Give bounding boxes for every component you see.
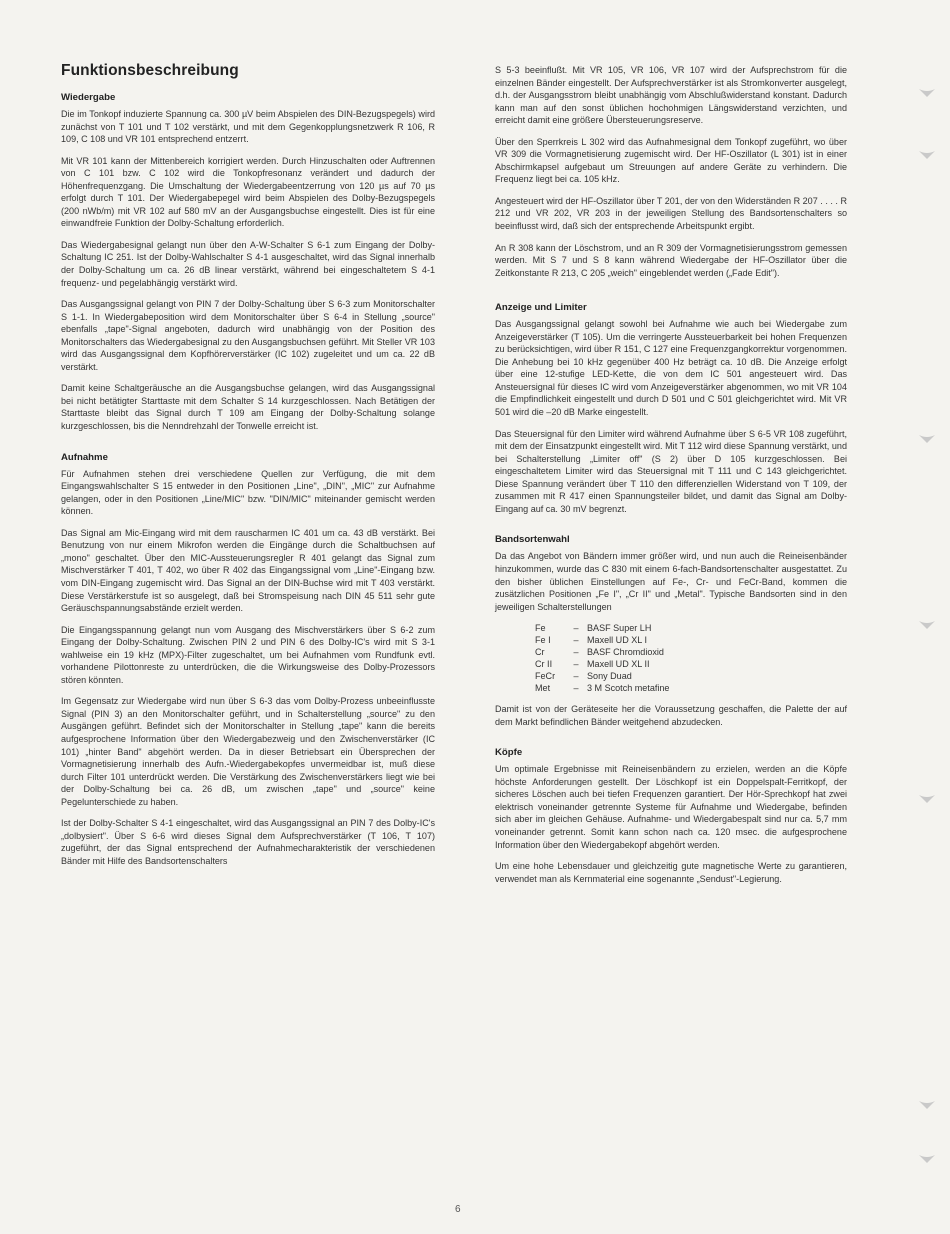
- paragraph: Das Ausgangssignal gelangt sowohl bei Aufnahme wie auch bei Wiedergabe zum Anzeigeverstärker (T 105). Um die verringerte Aussteuerbarkeit bei hohen Frequenzen zu berücksichtigen, wird über R 151, C 127 eine Frequenzgangkorrektur vorgenommen. Die Anhebung bei 10 kHz gegenüber 400 Hz beträgt ca. 10 dB. Die Anzeige erfolgt über eine 12-stufige LED-Kette, die von dem IC 501 angesteuert wird. Das Ansteuersignal für dieses IC wird vom Anzeigeverstärker abgenommen, wo mit VR 104 die Empfindlichkeit eingestellt und durch D 501 und C 501 gleichgerichtet wird. Mit VR 501 wird die –20 dB Marke eingestellt.: [495, 319, 848, 418]
- tape-name: Maxell UD XL II: [587, 659, 650, 670]
- paragraph: Das Wiedergabesignal gelangt nun über den A-W-Schalter S 6-1 zum Eingang der Dolby-Schaltung IC 251. Ist der Dolby-Wahlschalter S 4-1 ausgeschaltet, wird das Signal innerhalb der Dolby-Schaltung um ca. 26 dB linear verstärkt, während bei eingeschaltetem S 4-1 frequenz- und pegelabhängig verstärkt wird.: [61, 239, 435, 288]
- table-row: [535, 658, 669, 670]
- spacer: [495, 524, 847, 534]
- tape-code: Fe: [535, 623, 546, 634]
- spacer: [495, 288, 847, 302]
- table-row: [535, 646, 669, 658]
- tape-code: Fe I: [535, 635, 551, 646]
- tape-name: BASF Chromdioxid: [587, 647, 664, 658]
- binder-hole-icon: [918, 1098, 936, 1112]
- paragraph: Angesteuert wird der HF-Oszillator über T 201, der von den Widerständen R 207 . . . . R 212 und VR 202, VR 203 in der jeweiligen Stellung des Bandsortenschalters so beeinflusst wird, daß sich der entsprechende Arbeitspunkt ergibt.: [495, 195, 847, 232]
- paragraph: S 5-3 beeinflußt. Mit VR 105, VR 106, VR 107 wird der Aufsprechstrom für die einzelnen Bänder eingestellt. Der Aufsprechverstärker ist als Stromkonverter ausgelegt, d.h. der Ausgangsstrom bleibt unabhängig vom Abschlußwiderstand konstant. Dadurch kann man auf den sonst üblichen hochohmigen Längswiderstand verzichten, und erreicht damit eine größere Übersteuerungsreserve.: [495, 65, 847, 126]
- paragraph: Die Eingangsspannung gelangt nun vom Ausgang des Mischverstärkers über S 6-2 zum Eingang der Dolby-Schaltung. Zwischen PIN 2 und PIN 6 des Dolby-IC's wird mit S 3-1 wahlweise ein 19 kHz (MPX)-Filter zugeschaltet, um bei Aufnahmen vom Rundfunk evtl. vorhandene Pilottonreste zu unterdrücken, die die Wirkungsweise des Dolby-Prozessors stören könnten.: [61, 624, 435, 685]
- tape-name: BASF Super LH: [587, 623, 652, 634]
- tape-name: Sony Duad: [587, 671, 632, 682]
- tape-name: 3 M Scotch metafine: [587, 683, 670, 694]
- tape-code: Cr II: [535, 659, 553, 670]
- binder-hole-icon: [918, 1152, 936, 1166]
- dash: –: [573, 623, 579, 634]
- binder-hole-icon: [918, 86, 936, 100]
- dash: –: [573, 683, 579, 694]
- paragraph: Um optimale Ergebnisse mit Reineisenbändern zu erzielen, werden an die Köpfe höchste Anforderungen gestellt. Der Löschkopf ist ein Doppelspalt-Ferritkopf, der sicheres Löschen auch bei tiefen Frequenzen garantiert. Der Hör-Sprechkopf hat zwei elektrisch voneinander getrennte Systeme für Aufnahme und Wiedergabe, befinden sich aber im gleichen Gehäuse. Aufnahme- und Wiedergabespalt sind nur ca. 5,7 mm voneinander getrennt. Somit kann schon nach ca. 120 msec. die aufgesprochene Information über den Wiedergabekopf abgehört werden.: [495, 764, 847, 850]
- paragraph: Das Ausgangssignal gelangt von PIN 7 der Dolby-Schaltung über S 6-3 zum Monitorschalter S 1-1. In Wiedergabeposition wird dem Monitorschalter über S 6-4 in Stellung „source" ebenfalls „tape"-Signal angeboten, dadurch wird unabhängig von der Position des Monitorschalters das Wiedergabesignal zu den Ausgangsbuchsen geführt. Mit Steller VR 103 wird das Ausgangssignal dem Kopfhörerverstärker (IC 102) zugeleitet und um ca. 22 dB verstärkt.: [61, 299, 435, 372]
- section-heading-bandsortenwahl: Bandsortenwahl: [495, 534, 570, 546]
- paragraph: Für Aufnahmen stehen drei verschiedene Quellen zur Verfügung, die mit dem Eingangswahlschalter S 15 entweder in den Positionen „Line", „DIN", „MIC" zur Aufnahme gelangen, oder in den Positionen „Line/MIC" bzw. "DIN/MIC" miteinander gemischt werden können.: [61, 468, 435, 517]
- spacer: [61, 442, 435, 452]
- spacer: [495, 737, 847, 747]
- paragraph: Um eine hohe Lebensdauer und gleichzeitig gute magnetische Werte zu garantieren, verwendet man als Kernmaterial eine sogenannte „Sendust"-Legierung.: [495, 861, 847, 884]
- page-title: Funktionsbeschreibung: [61, 62, 239, 79]
- paragraph: Damit ist von der Geräteseite her die Voraussetzung geschaffen, die Palette der auf dem Markt befindlichen Bänder weitgehend abzudecken.: [495, 704, 847, 727]
- paragraph: Ist der Dolby-Schalter S 4-1 eingeschaltet, wird das Ausgangssignal an PIN 7 des Dolby-IC's „dolbysiert". Über S 6-6 wird dieses Signal dem Aufsprechverstärker (T 106, T 107) zugeführt, der das Signal entsprechend der Aufnahmecharakteristik der verschiedenen Bänder mit Hilfe des Bandsortenschalters: [61, 818, 435, 866]
- right-column: [495, 64, 847, 894]
- dash: –: [573, 635, 579, 646]
- tape-code: FeCr: [535, 671, 556, 682]
- section-heading-aufnahme: Aufnahme: [61, 451, 108, 463]
- paragraph: An R 308 kann der Löschstrom, und an R 309 der Vormagnetisierungsstrom gemessen werden. Mit S 7 und S 8 kann während Wiedergabe der HF-Oszillator über die Zeitkonstante R 213, C 205 „weich" eingeblendet werden („Fade Edit").: [495, 242, 847, 278]
- paragraph: Im Gegensatz zur Wiedergabe wird nun über S 6-3 das vom Dolby-Prozess unbeeinflusste Signal (PIN 3) an den Monitorschalter geführt, und in Schalterstellung „source" zu den Ausgängen geführt. Befindet sich der Monitorschalter in Stellung „tape" kann die bereits aufgesprochene Information über den Wiedergabezweig und den Zwischenverstärker (IC 101) „hinter Band" abgehört werden. Da in dieser Betriebsart ein Übersprechen der Vormagnetisierung innerhalb des Aufn.-Wiedergabekopfes unvermeidbar ist, muß diese durch Filter 101 unterdrückt werden. Die Verstärkung des Zwischenverstärkers liegt wie bei der Dolby-Schaltung bei ca. 26 dB, um zwischen „tape" und „source" keine Pegelunterschiede zu haben.: [61, 696, 435, 807]
- paragraph: Das Steuersignal für den Limiter wird während Aufnahme über S 6-5 VR 108 zugeführt, mit dem der Einsatzpunkt eingestellt wird. Mit T 112 wird diese Spannung verstärkt, und bei Schalterstellung „Limiter off" (S 2) über D 105 kurzgeschlossen. Bei eingeschaltetem Limiter wird das Steuersignal mit T 111 und C 143 gleichgerichtet. Diese Spannung verändert über T 110 den differenziellen Widerstand von T 109, der zusammen mit R 417 einen Spannungsteiler bildet, und damit das Signal am Dolby-Eingang auf ca. 30 mV begrenzt.: [495, 428, 847, 514]
- binder-hole-icon: [918, 432, 936, 446]
- tape-types-table: [535, 622, 669, 694]
- table-row: [535, 670, 669, 682]
- section-heading-koepfe: Köpfe: [495, 747, 523, 759]
- paragraph: Das Signal am Mic-Eingang wird mit dem rauscharmen IC 401 um ca. 43 dB verstärkt. Bei Benutzung von nur einem Mikrofon werden die Eingänge durch die Schaltbuchsen auf „mono" geschaltet. Über den MIC-Aussteuerungsregler R 401 gelangt das Signal zum Mischverstärker T 401, T 402, wo über R 402 das Eingangssignal vom „Line"-Eingang bzw. vom DIN-Eingang zugemischt wird. Das Signal an der DIN-Buchse wird mit T 403 verstärkt. Diese Verstärkerstufe ist so ausgelegt, daß bei Stromspeisung nach DIN 45 511 sehr gute Geräuschspannungsabstände erzielt werden.: [61, 527, 435, 614]
- dash: –: [573, 659, 579, 670]
- binder-hole-icon: [918, 148, 936, 162]
- table-row: [535, 622, 669, 634]
- tape-code: Met: [535, 683, 551, 694]
- paragraph: Da das Angebot von Bändern immer größer wird, und nun auch die Reineisenbänder hinzukommen, wurde das C 830 mit einem 6-fach-Bandsortenschalter ausgestattet. Zu den bisher üblichen Einstellungen auf Fe-, Cr- und FeCr-Band, kommen die zusätzlichen Positionen „Fe I", „Cr II" und „Metal". Typische Bandsorten sind in den jeweiligen Schalterstellungen: [495, 551, 847, 612]
- table-row: [535, 634, 669, 646]
- dash: –: [573, 671, 579, 682]
- paragraph: Die im Tonkopf induzierte Spannung ca. 300 µV beim Abspielen des DIN-Bezugspegels) wird zunächst von T 101 und T 102 verstärkt, und mit dem Gegenkopplungsnetzwerk R 106, R 109, C 108 und VR 101 entsprechend entzerrt.: [61, 109, 435, 145]
- section-heading-anzeige: Anzeige und Limiter: [495, 302, 587, 314]
- dash: –: [573, 647, 579, 658]
- section-heading-wiedergabe: Wiedergabe: [61, 92, 116, 103]
- tape-name: Maxell UD XL I: [587, 635, 647, 646]
- paragraph: Über den Sperrkreis L 302 wird das Aufnahmesignal dem Tonkopf zugeführt, wo über VR 309 die Vormagnetisierung zugemischt wird. Der HF-Oszillator (L 301) ist in einer Abschirmkapsel aufgebaut um Streuungen auf andere Geräte zu verhindern. Die Frequenz liegt bei ca. 105 kHz.: [495, 136, 847, 185]
- binder-hole-icon: [918, 792, 936, 806]
- left-column: [61, 62, 435, 876]
- tape-code: Cr: [535, 647, 545, 658]
- table-row: [535, 682, 669, 694]
- binder-hole-icon: [918, 618, 936, 632]
- paragraph: Damit keine Schaltgeräusche an die Ausgangsbuchse gelangen, wird das Ausgangssignal bei nicht betätigter Starttaste mit dem Schalter S 14 kurzgeschlossen. Nach Betätigen der Starttaste bleibt das Signal durch T 109 am Eingang der Dolby-Schaltung solange kurzgeschlossen, bis die Nenndrehzahl der Tonwelle erreicht ist.: [61, 383, 435, 432]
- page-number: 6: [455, 1204, 461, 1215]
- paragraph: Mit VR 101 kann der Mittenbereich korrigiert werden. Durch Hinzuschalten oder Auftrennen von C 101 bzw. C 102 wird die Tonkopfresonanz verändert und dadurch der Höhenfrequenzgang. Die Umschaltung der Wiedergabeentzerrung von 120 µs auf 70 µs erfolgt durch T 101. Der Wiedergabepegel wird beim Abspielen des Dolby-Bezugspegels (200 nWb/m) mit VR 102 auf 580 mV an der Ausgangsbuchse eingestellt. Dies ist für eine einwandfreie Funktion der Dolby-Schaltung erforderlich.: [61, 155, 435, 229]
